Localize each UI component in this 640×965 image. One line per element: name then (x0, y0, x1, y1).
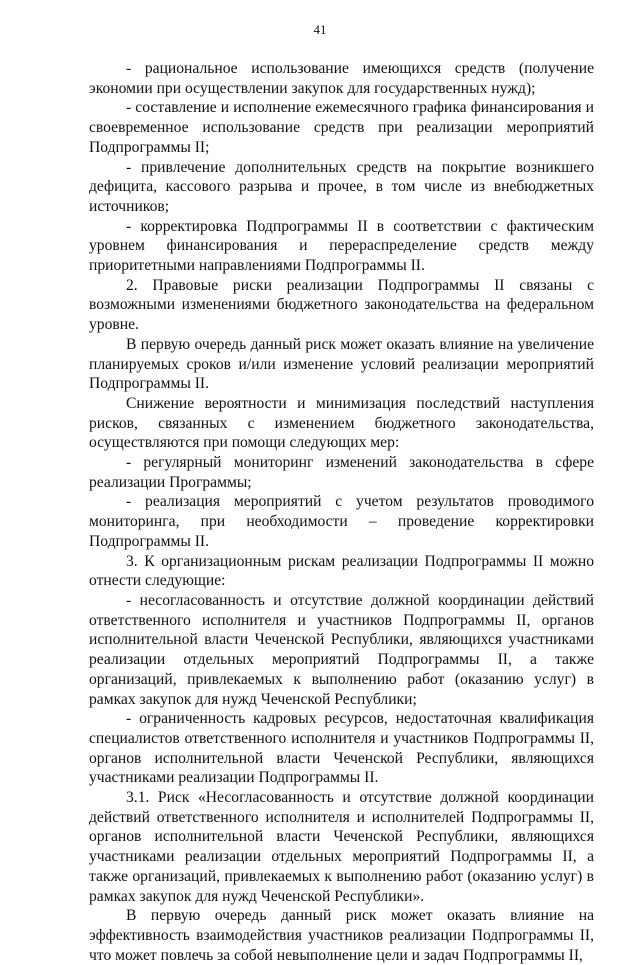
paragraph: - рациональное использование имеющихся средств (получение экономии при осуществлении закупок для государственных нужд); (89, 60, 594, 97)
document-body (89, 59, 594, 965)
paragraph: - привлечение дополнительных средств на покрытие возникшего дефицита, кассового разрыва и прочее, в том числе из внебюджетных источников; (89, 158, 594, 215)
paragraph: 2. Правовые риски реализации Подпрограммы II связаны с возможными изменениями бюджетного законодательства на федеральном уровне. (89, 276, 594, 334)
page-number: 41 (313, 22, 327, 37)
paragraph: - корректировка Подпрограммы II в соответствии с фактическим уровнем финансирования и перераспределение средств между приоритетными направлениями Подпрограммы II. (89, 217, 594, 275)
paragraph: В первую очередь данный риск может оказать влияние на увеличение планируемых сроков и/или изменение условий реализации мероприятий Подпрограммы II. (89, 335, 594, 393)
paragraph: Снижение вероятности и минимизация последствий наступления рисков, связанных с изменением бюджетного законодательства, осуществляются при помощи следующих мер: (89, 394, 594, 452)
paragraph: - реализация мероприятий с учетом результатов проводимого мониторинга, при необходимости – проведение корректировки Подпрограммы II. (89, 493, 594, 550)
paragraph: - регулярный мониторинг изменений законодательства в сфере реализации Программы; (89, 454, 594, 491)
paragraph: 3.1. Риск «Несогласованность и отсутствие должной координации действий ответственного исполнителя и исполнителей Подпрограммы II, органов исполнительной власти Чеченской Республики, являющихся участниками реализации отдельных мероприятий Подпрограммы II, а также организаций, привлекаемых к выполнению работ (оказанию услуг) в рамках закупок для нужд Чеченской Республики». (89, 789, 594, 905)
paragraph: - несогласованность и отсутствие должной координации действий ответственного исполнителя и участников Подпрограммы II, органов исполнительной власти Чеченской Республики, являющихся участниками реализации отдельных мероприятий Подпрограммы II, а также организаций, привлекаемых к выполнению работ (оказанию услуг) в рамках закупок для нужд Чеченской Республики; (89, 591, 594, 708)
paragraph: 3. К организационным рискам реализации Подпрограммы II можно отнести следующие: (89, 552, 594, 590)
paragraph: В первую очередь данный риск может оказать влияние на эффективность взаимодействия участников реализации Подпрограммы II, что может повлечь за собой невыполнение цели и задач Подпрограммы II, (89, 907, 594, 964)
paragraph: - составление и исполнение ежемесячного графика финансирования и своевременное использование средств при реализации мероприятий Подпрограммы II; (89, 99, 594, 156)
paragraph: - ограниченность кадровых ресурсов, недостаточная квалификация специалистов ответственного исполнителя и участников Подпрограммы II, органов исполнительной власти Чеченской Республики, являющихся участниками реализации Подпрограммы II. (89, 710, 594, 787)
